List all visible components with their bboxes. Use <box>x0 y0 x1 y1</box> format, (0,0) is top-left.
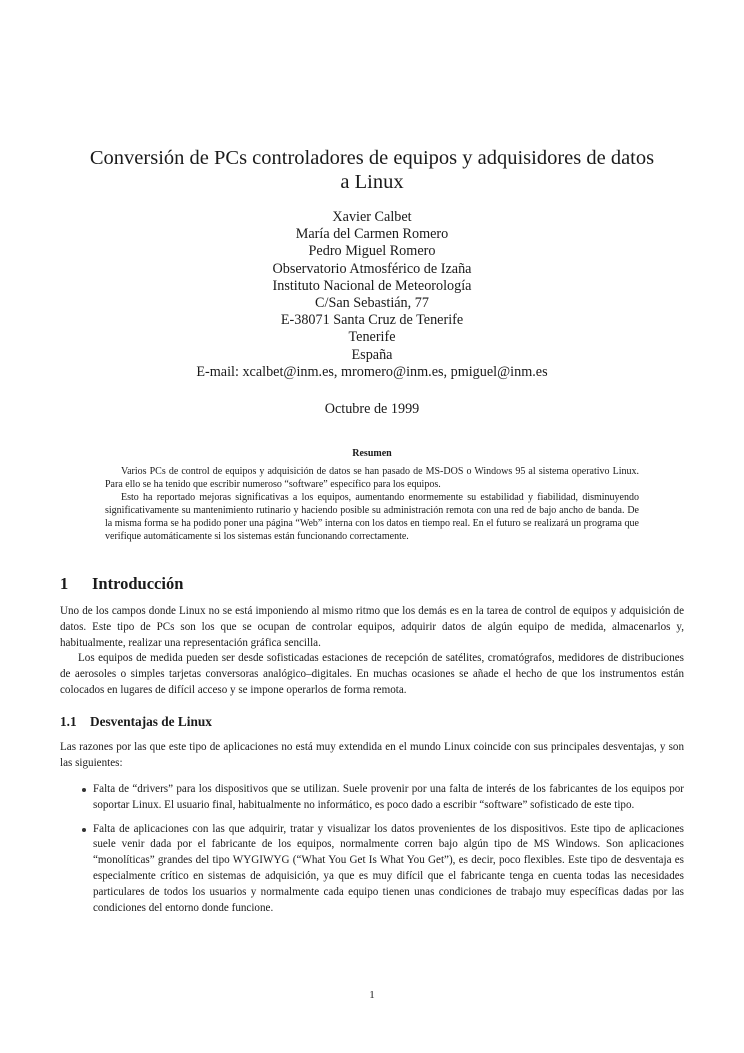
author-emails: E-mail: xcalbet@inm.es, mromero@inm.es, pmiguel@inm.es <box>196 363 548 380</box>
list-item-text: Falta de aplicaciones con las que adquirir, tratar y visualizar los datos provenientes de los dispositivos. Este tipo de aplicaciones suele venir dada por el fabricante de los equipos, normalmente corren bajo algún tipo de MS Windows. Son aplicaciones “monolíticas” grandes del tipo WYGIWYG (“What You Get Is What You Get”), es decir, poco flexibles. Este tipo de desventaja es especialmente crítico en sistemas de adquisición, ya que es muy difícil que el fabricante tenga en cuenta todas las necesidades particulares de todos los usuarios y normalmente cada equipo tienen unas condiciones de trabajo muy específicas dadas por las condiciones del entorno donde funcione. <box>93 822 684 914</box>
section-number: 1 <box>60 574 69 593</box>
title-line-2: a Linux <box>340 171 404 193</box>
section-body <box>60 604 684 699</box>
subsection-title: Desventajas de Linux <box>90 714 212 729</box>
author-name: Pedro Miguel Romero <box>308 243 436 260</box>
abstract-heading: Resumen <box>352 448 392 459</box>
body-paragraph: Uno de los campos donde Linux no se está imponiendo al mismo ritmo que los demás es en la tarea de control de equipos y adquisición de datos. Este tipo de PCs son los que se ocupan de controlar equipos, adquirir datos de algún equipo de medida, almacenarlos y, habitualmente, realizar una representación gráfica sencilla. <box>60 605 684 649</box>
affiliation: Observatorio Atmosférico de Izaña <box>272 260 472 277</box>
subsection-intro <box>60 740 684 772</box>
subsection-heading-desventajas <box>60 714 212 730</box>
page-number: 1 <box>369 989 375 1001</box>
list-item <box>78 782 684 814</box>
title-line-1: Conversión de PCs controladores de equipos y adquisidores de datos <box>89 147 655 169</box>
address-street: C/San Sebastián, 77 <box>315 295 429 312</box>
bullet-icon <box>82 828 86 832</box>
subsection-number: 1.1 <box>60 714 77 729</box>
bullet-list <box>78 782 684 924</box>
abstract-body <box>105 465 639 544</box>
author-name: María del Carmen Romero <box>295 226 449 243</box>
paper-title <box>60 146 684 194</box>
paper-date: Octubre de 1999 <box>324 401 420 417</box>
address-island: Tenerife <box>348 329 396 346</box>
abstract-paragraph: Varios PCs de control de equipos y adquisición de datos se han pasado de MS-DOS o Windows 95 al sistema operativo Linux. Para ello se ha tenido que escribir numeroso “software” específico para los equipos. <box>105 466 639 491</box>
author-block <box>60 209 684 381</box>
author-name: Xavier Calbet <box>332 209 412 225</box>
list-item <box>78 822 684 917</box>
body-paragraph: Las razones por las que este tipo de aplicaciones no está muy extendida en el mundo Linux coincide con sus principales desventajas, y son las siguientes: <box>60 741 684 769</box>
section-heading-introduccion <box>60 574 183 594</box>
list-item-text: Falta de “drivers” para los dispositivos que se utilizan. Suele provenir por una falta de interés de los fabricantes de los equipos por soportar Linux. El usuario final, habitualmente no informático, es poco dado a escribir “software” sofisticado de este tipo. <box>93 783 684 811</box>
address-city: E-38071 Santa Cruz de Tenerife <box>280 312 464 329</box>
address-country: España <box>351 346 393 363</box>
bullet-icon <box>82 788 86 792</box>
abstract-paragraph: Esto ha reportado mejoras significativas a los equipos, aumentando enormemente su estabilidad y fiabilidad, disminuyendo significativamente su mantenimiento rutinario y haciendo posible su administración remota con una red de bajo ancho de banda. De la misma forma se ha podido poner una página “Web” interna con los datos en tiempo real. En el futuro se realizará un programa que verifique automáticamente si los sistemas están funcionando correctamente. <box>105 492 639 543</box>
affiliation: Instituto Nacional de Meteorología <box>272 277 472 294</box>
body-paragraph: Los equipos de medida pueden ser desde sofisticadas estaciones de recepción de satélites, cromatógrafos, medidores de distribuciones de aerosoles o simples tarjetas conversoras analógico–digitales. En muchas ocasiones se añade el hecho de que los instrumentos están colocados en lugares de difícil acceso y se impone operarlos de forma remota. <box>60 652 684 696</box>
section-title: Introducción <box>92 574 184 593</box>
